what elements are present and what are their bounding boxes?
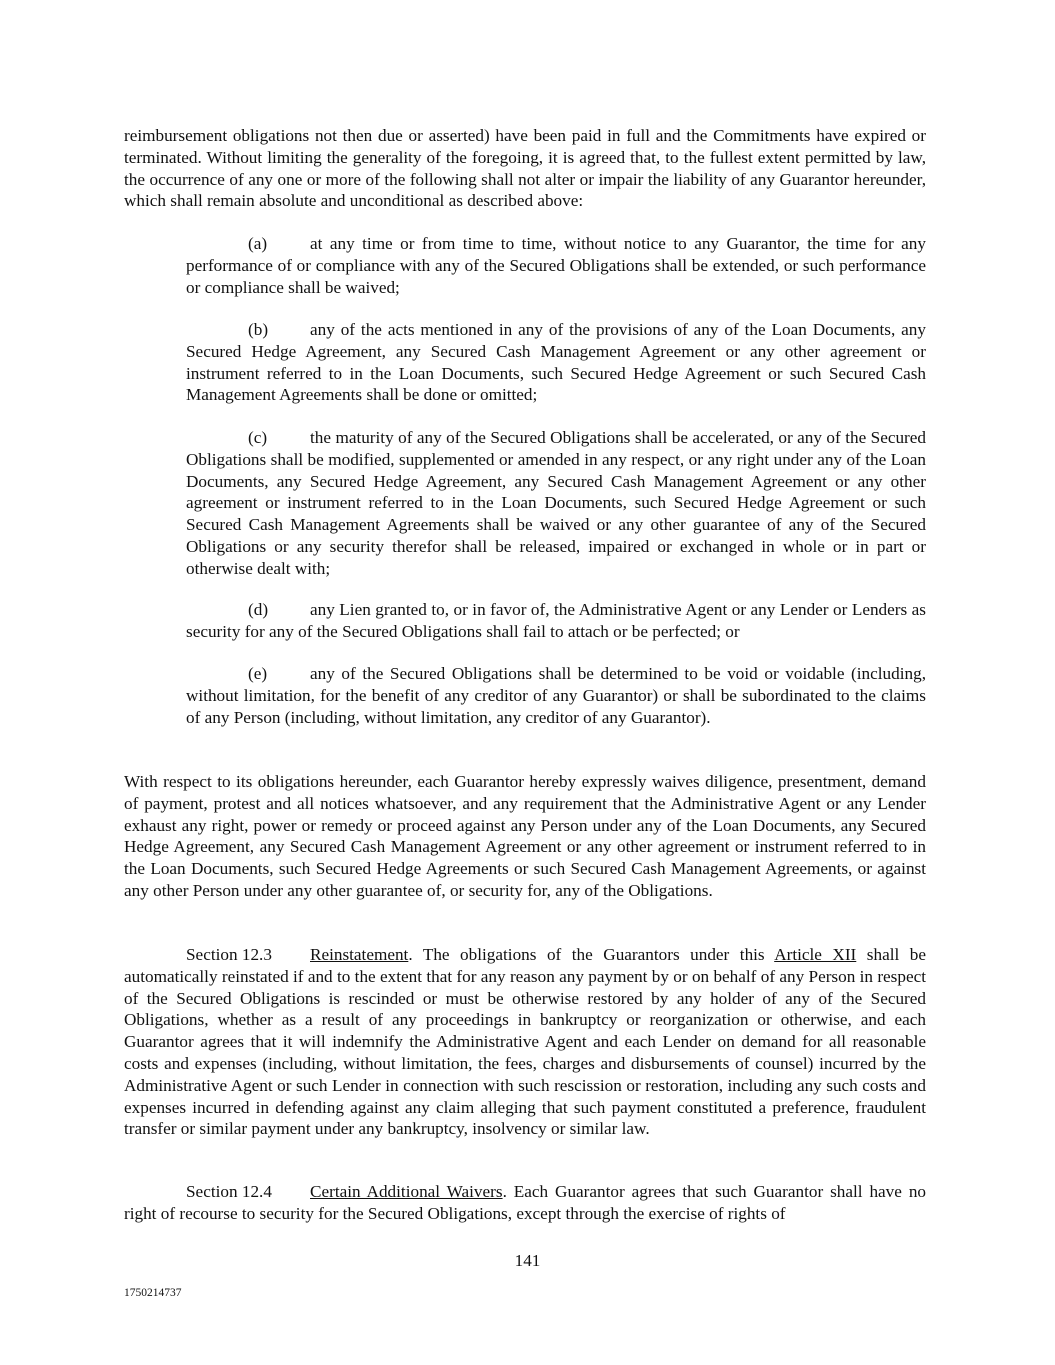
section-number: Section 12.4 (186, 1182, 272, 1201)
section-heading: Certain Additional Waivers (310, 1182, 503, 1201)
item-text: any Lien granted to, or in favor of, the Administrative Agent or any Lender or Lenders as security for any of the Secured Obligations shall fail to attach or be perfected; or (186, 600, 926, 641)
item-label: (d) (248, 600, 269, 619)
item-text: at any time or from time to time, without notice to any Guarantor, the time for any performance of or compliance with any of the Secured Obligations shall be extended, or such performance or compliance shall be waived; (186, 234, 926, 297)
waiver-paragraph: With respect to its obligations hereunder, each Guarantor hereby expressly waives diligence, presentment, demand of payment, protest and all notices whatsoever, and any requirement that the Administrative Agent or any Lender exhaust any right, power or remedy or proceed against any Person under any of the Loan Documents, any Secured Hedge Agreement, any Secured Cash Management Agreement or any other agreement or instrument referred to in the Loan Documents, such Secured Hedge Agreements or such Secured Cash Management Agreements, or against any other Person under any other guarantee of, or security for, any of the Obligations. (124, 772, 926, 900)
item-label: (e) (248, 664, 268, 683)
item-label: (c) (248, 428, 268, 447)
section-text: . Each Guarantor agrees that such Guarantor shall have no right of recourse to security for the Secured Obligations, except through the exercise of rights of (124, 1182, 927, 1223)
list-item (186, 319, 926, 406)
section-12-4-paragraph (124, 1181, 926, 1225)
page-number: 141 (514, 1251, 541, 1270)
list-item (186, 233, 926, 298)
list-item (186, 427, 926, 580)
document-id: 1750214737 (124, 1287, 182, 1299)
list-item (186, 663, 926, 728)
section-number: Section 12.3 (186, 945, 272, 964)
section-text: . The obligations of the Guarantors under this (408, 945, 775, 964)
item-text: any of the Secured Obligations shall be determined to be void or voidable (including, without limitation, for the benefit of any creditor of any Guarantor) or shall be subordinated to the claims of any Person (including, without limitation, any creditor of any Guarantor). (186, 664, 926, 727)
list-item (186, 599, 926, 643)
item-text: the maturity of any of the Secured Obligations shall be accelerated, or any of the Secured Obligations shall be modified, supplemented or amended in any respect, or any right under any of the Loan Documents, any Secured Hedge Agreement, any Secured Cash Management Agreement or any other agreement or instrument referred to in the Loan Documents, such Secured Hedge Agreement or such Secured Cash Management Agreements shall be waived or any other guarantee of any of the Secured Obligations or any security therefor shall be released, impaired or exchanged in whole or in part or otherwise dealt with; (186, 428, 926, 578)
section-heading: Reinstatement (310, 945, 409, 964)
item-label: (b) (248, 320, 269, 339)
section-12-3-paragraph (124, 944, 926, 1140)
section-text: shall be automatically reinstated if and to the extent that for any reason any payment by or on behalf of any Person in respect of the Secured Obligations is rescinded or must be otherwise restored by any holder of any of the Secured Obligations, whether as a result of any proceedings in bankruptcy or reorganization or otherwise, and each Guarantor agrees that it will indemnify the Administrative Agent and each Lender on demand for all reasonable costs and expenses (including, without limitation, the fees, charges and disbursements of counsel) incurred by the Administrative Agent or such Lender in connection with such rescission or restoration, including any such costs and expenses incurred in defending against any claim alleging that such payment constituted a preference, fraudulent transfer or similar payment under any bankruptcy, insolvency or similar law. (124, 945, 926, 1139)
article-reference-link[interactable]: Article XII (774, 945, 857, 964)
item-text: any of the acts mentioned in any of the provisions of any of the Loan Documents, any Secured Hedge Agreement, any Secured Cash Management Agreement or any other agreement or instrument referred to in the Loan Documents, such Secured Hedge Agreement or such Secured Cash Management Agreements shall be done or omitted; (186, 320, 926, 405)
item-label: (a) (248, 234, 268, 253)
intro-paragraph: reimbursement obligations not then due or asserted) have been paid in full and the Commitments have expired or terminated. Without limiting the generality of the foregoing, it is agreed that, to the fullest extent permitted by law, the occurrence of any one or more of the following shall not alter or impair the liability of any Guarantor hereunder, which shall remain absolute and unconditional as described above: (124, 126, 926, 211)
